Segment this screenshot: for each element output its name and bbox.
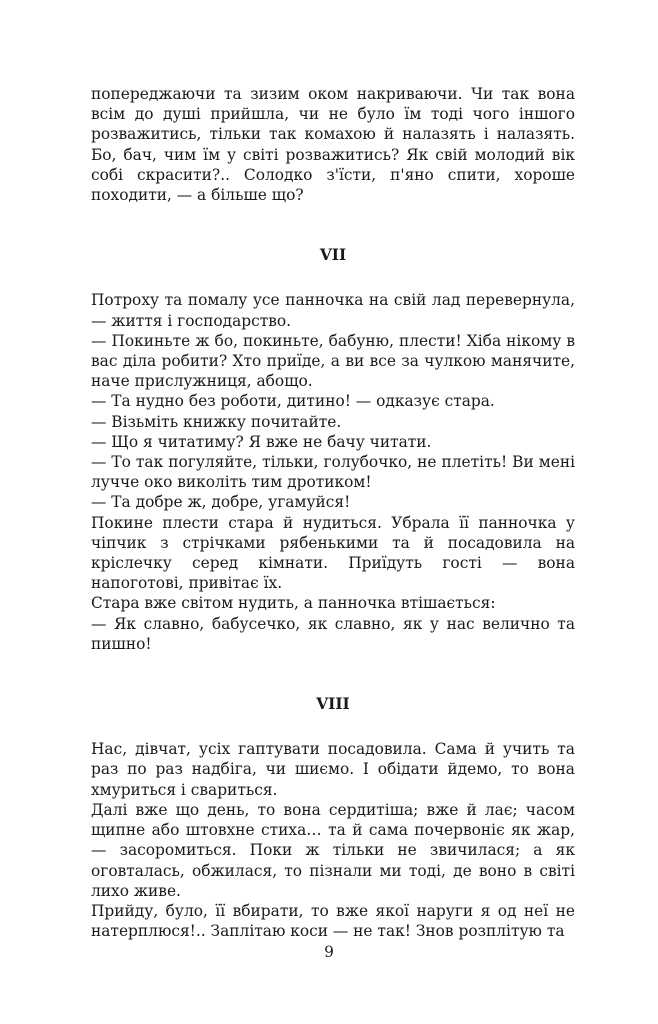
paragraph: Далі вже що день, то вона сердитіша; вже й лає; часом щипне або штовхне стиха… та й сама почервоніє як жар, — засоромиться. Поки ж тільки не звичилася; а як оговталась, обжилася, то пізнали ми тоді, де воно в світі лихо живе. bbox=[91, 800, 575, 900]
paragraph: Нас, дівчат, усіх гаптувати посадовила. Сама й учить та раз по раз надбіга, чи шиємо. І обідати йдемо, то вона хмуриться і свариться. bbox=[91, 740, 575, 799]
paragraph: Прийду, було, її вбирати, то вже якої наруги я од неї не натерплюся!.. Заплітаю коси — не так! Знов розплітую та bbox=[91, 901, 575, 941]
paragraph: — Та добре ж, добре, угамуйся! bbox=[91, 493, 351, 512]
paragraph: — Покиньте ж бо, покиньте, бабуню, плести! Хіба нікому в вас діла робити? Хто приїде, а ви все за чулкою манячите, наче прислужниця, абощо. bbox=[91, 331, 575, 391]
page-body bbox=[91, 84, 575, 941]
chapter-viii-text-block bbox=[91, 739, 575, 941]
paragraph: Покине плести стара й нудиться. Убрала її панночка у чіпчик з стрічками рябенькими та й посадовила на кріслечку серед кімнати. Приїдуть гості — вона напоготові, привітає їх. bbox=[91, 513, 575, 593]
paragraph: — Візьміть книжку почитайте. bbox=[91, 412, 342, 431]
paragraph: — То так погуляйте, тільки, голубочко, не плетіть! Ви мені лучче око виколіть тим дротиком! bbox=[91, 453, 575, 492]
paragraph: — Та нудно без роботи, дитино! — одказує стара. bbox=[91, 392, 495, 411]
intro-text-block bbox=[91, 84, 575, 205]
paragraph: Стара вже світом нудить, а панночка втішається: bbox=[91, 594, 496, 613]
chapter-heading-viii: VIII bbox=[316, 695, 350, 714]
paragraph: — Що я читатиму? Я вже не бачу читати. bbox=[91, 432, 432, 451]
chapter-vii-text-block bbox=[91, 290, 575, 654]
paragraph: — Як славно, бабусечко, як славно, як у нас велично та пишно! bbox=[91, 614, 575, 653]
paragraph: Потроху та помалу усе панночка на свій лад перевернула, — життя і господарство. bbox=[91, 291, 575, 330]
page-number: 9 bbox=[324, 943, 334, 961]
paragraph: попереджаючи та зизим оком накриваючи. Чи так вона всім до душі прийшла, чи не було їм тоді чого іншого розважитись, тільки так комахою й налазять і налазять. Бо, бач, чим їм у світі розважитись? Як свій молодий вік собі скрасити?.. Солодко з'їсти, п'яно спити, хороше походити, — а більше що? bbox=[91, 85, 575, 205]
chapter-heading-vii: VII bbox=[319, 246, 347, 265]
